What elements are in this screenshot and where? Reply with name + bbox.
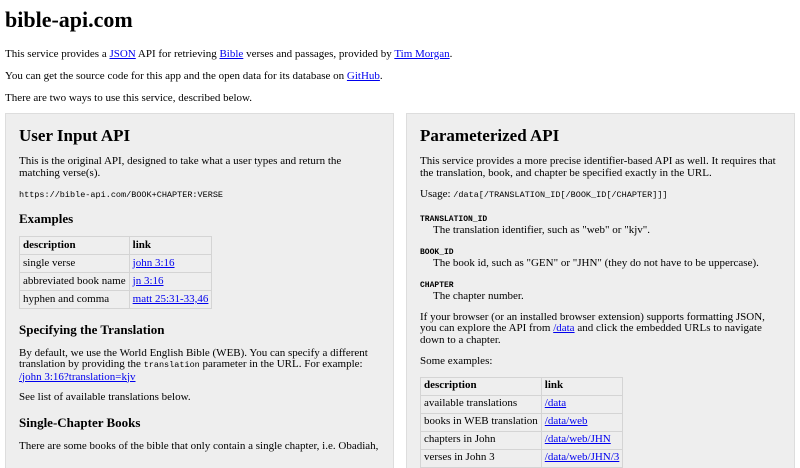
usage-label: Usage: (420, 188, 454, 200)
json-link[interactable]: JSON (109, 48, 136, 60)
intro-paragraph-3: There are two ways to use this service, described below. (5, 91, 253, 104)
text: This service provides a (5, 48, 110, 60)
single-chapter-text: There are some books of the bible that only contain a single chapter, i.e. Obadiah, (19, 440, 379, 452)
intro-paragraph-1 (5, 49, 795, 61)
explore-paragraph (420, 312, 781, 347)
column-header: link (129, 237, 212, 255)
column-header: link (541, 377, 623, 395)
table-row (421, 413, 623, 431)
text: . (379, 70, 383, 82)
text: and click the embedded URLs to navigate down to a chapter. (420, 322, 762, 346)
cell: chapters in John (421, 431, 542, 449)
table-row (421, 395, 623, 413)
cell: single verse (20, 255, 130, 273)
github-link[interactable]: GitHub (346, 70, 380, 82)
text: parameter in the URL. For example: (199, 358, 363, 370)
parameter-list (420, 213, 781, 302)
single-chapter-heading: Single-Chapter Books (19, 415, 141, 430)
translation-paragraph (19, 348, 380, 384)
section-heading: User Input API (19, 126, 131, 145)
param-code: translation (143, 360, 200, 370)
text: By default, we use the World English Bible (WEB). You can specify a different translation by providing the (19, 346, 368, 370)
cell: available translations (421, 395, 542, 413)
cell: abbreviated book name (20, 273, 130, 291)
bible-link[interactable]: Bible (219, 48, 244, 60)
table-row (421, 449, 623, 467)
examples-table (19, 236, 212, 309)
example-link[interactable]: /data/web/JHN (544, 433, 611, 446)
text: . (449, 48, 453, 60)
usage-code: /data[/TRANSLATION_ID[/BOOK_ID[/CHAPTER]]] (453, 190, 668, 200)
description: This service provides a more precise identifier-based API as well. It requires that the translation, book, and chapter be specified exactly in the URL. (420, 155, 776, 179)
user-input-api-panel (5, 113, 394, 468)
param-name: TRANSLATION_ID (420, 214, 488, 224)
text: You can get the source code for this app and the open data for its database on (5, 70, 347, 82)
see-list-text: See list of available translations below. (19, 391, 191, 403)
example-link[interactable]: /data (544, 397, 567, 410)
example-link[interactable]: john 3:16 (132, 256, 175, 269)
data-link[interactable]: /data (553, 322, 575, 334)
section-heading: Parameterized API (420, 126, 560, 145)
cell: verses in John 3 (421, 449, 542, 467)
examples-table (420, 377, 623, 468)
text: API for retrieving (135, 48, 220, 60)
table-header-row (421, 377, 623, 395)
example-link[interactable]: /data/web (544, 415, 588, 428)
table-row (20, 255, 212, 273)
examples-heading: Examples (19, 210, 74, 226)
api-columns (5, 113, 795, 468)
param-name: BOOK_ID (420, 247, 454, 257)
author-link[interactable]: Tim Morgan (394, 48, 450, 60)
example-link[interactable]: jn 3:16 (132, 274, 164, 287)
table-row (421, 431, 623, 449)
param-desc: The book id, such as "GEN" or "JHN" (they do not have to be uppercase). (433, 256, 759, 269)
parameterized-api-panel (406, 113, 795, 468)
page-title: bible-api.com (5, 7, 133, 32)
some-examples-label: Some examples: (420, 355, 493, 367)
table-row (20, 273, 212, 291)
example-link[interactable]: /data/web/JHN/3 (544, 451, 620, 464)
table-row (20, 291, 212, 309)
cell: hyphen and comma (20, 291, 130, 309)
intro-paragraph-2 (5, 71, 795, 83)
text: If your browser (or an installed browser extension) supports formatting JSON, you can explore the API from (420, 310, 765, 334)
column-header: description (421, 377, 542, 395)
url-code: https://bible-api.com/BOOK+CHAPTER:VERSE (19, 189, 224, 200)
param-name: CHAPTER (420, 280, 454, 290)
description: This is the original API, designed to take what a user types and return the matching verse(s). (19, 155, 342, 179)
param-desc: The translation identifier, such as "web" or "kjv". (433, 223, 650, 236)
url-format (19, 189, 380, 202)
column-header: description (20, 237, 130, 255)
table-header-row (20, 237, 212, 255)
usage (420, 189, 781, 202)
translation-heading: Specifying the Translation (19, 321, 165, 337)
example-link[interactable]: matt 25:31-33,46 (132, 292, 209, 305)
param-desc: The chapter number. (433, 289, 524, 302)
text: verses and passages, provided by (243, 48, 395, 60)
kjv-example-link[interactable]: /john 3:16?translation=kjv (19, 370, 136, 383)
cell: books in WEB translation (421, 413, 542, 431)
